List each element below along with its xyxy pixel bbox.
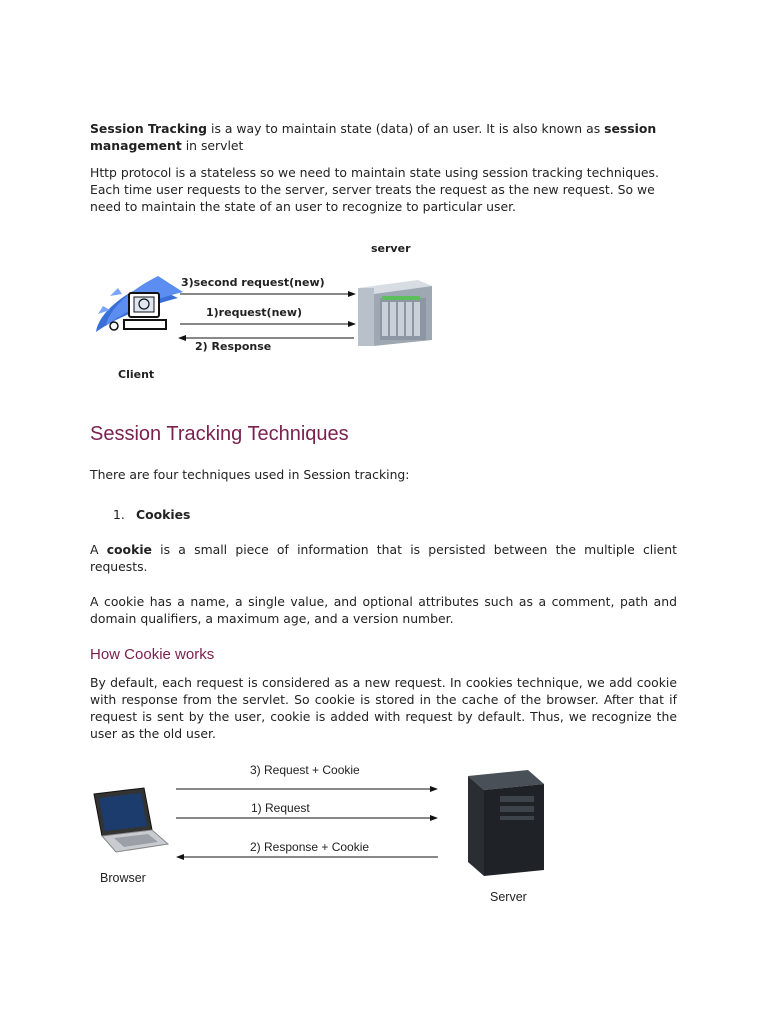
arrow-request-cookie-label: 3) Request + Cookie	[250, 763, 360, 777]
intro-paragraph	[90, 120, 677, 154]
server-label: server	[371, 242, 411, 255]
list-label: Cookies	[136, 507, 191, 522]
intro-term2: session management	[90, 121, 657, 153]
cookie-def-prefix: A	[90, 542, 107, 557]
subheading: How Cookie works	[90, 646, 215, 663]
list-number: 1.	[113, 507, 125, 522]
client-label: Client	[118, 368, 155, 381]
how-cookie-paragraph: By default, each request is considered as a new request. In cookies technique, we add cookie with response from the servlet. So cookie is stored in the cache of the browser. After that if request is sent by the user, cookie is added with request by default. Thus, we recognize the user as the old user.	[90, 675, 677, 741]
arrow-response-cookie-label: 2) Response + Cookie	[250, 840, 370, 854]
arrow-response-label: 2) Response	[195, 340, 272, 353]
server-tower-label: Server	[490, 890, 527, 904]
techniques-intro: There are four techniques used in Session tracking:	[90, 467, 410, 482]
cookie-attributes: A cookie has a name, a single value, and optional attributes such as a comment, path and domain qualifiers, a maximum age, and a version number.	[90, 594, 677, 626]
cookie-diagram	[88, 758, 558, 908]
server-tower-icon	[468, 770, 544, 876]
http-paragraph: Http protocol is a stateless so we need to maintain state using session tracking techniques. Each time user requests to the server, server treats the request as the new request. So we need to maintain the state of an user to recognize to particular user.	[90, 165, 659, 214]
cookie-def-text: is a small piece of information that is persisted between the multiple client requests.	[90, 542, 678, 574]
list-item	[113, 507, 190, 522]
section-heading: Session Tracking Techniques	[90, 423, 349, 445]
arrow-request-label: 1)request(new)	[206, 306, 303, 319]
arrow-request-label-2: 1) Request	[251, 801, 310, 815]
intro-text2: in servlet	[181, 138, 244, 153]
browser-label: Browser	[100, 871, 146, 885]
laptop-icon	[94, 788, 168, 852]
cookie-definition	[90, 541, 677, 575]
session-diagram	[88, 236, 458, 386]
cookie-term: cookie	[106, 542, 152, 557]
server-icon	[358, 280, 432, 346]
intro-term: Session Tracking	[90, 121, 208, 136]
arrow-second-request-label: 3)second request(new)	[181, 276, 325, 289]
intro-text: is a way to maintain state (data) of an user. It is also known as	[207, 121, 605, 136]
